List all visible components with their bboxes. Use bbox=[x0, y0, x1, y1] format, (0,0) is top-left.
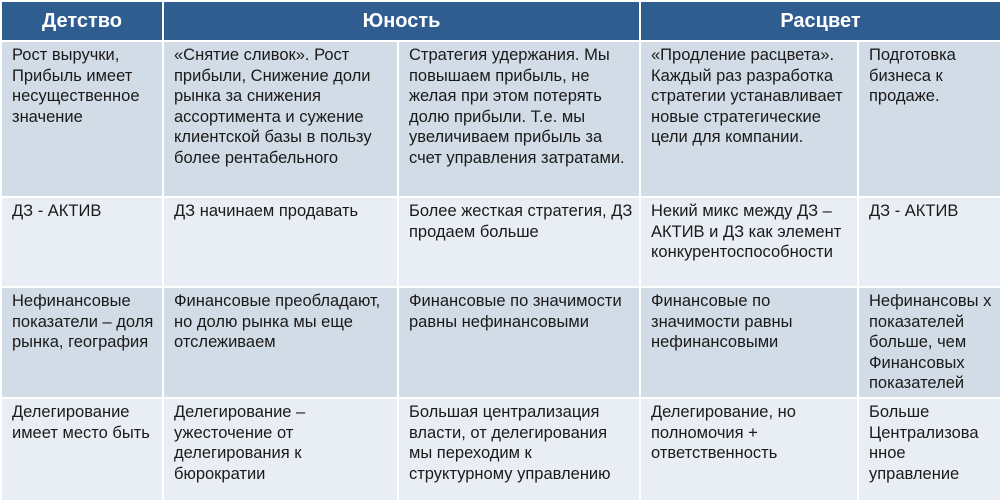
table-cell: ДЗ - АКТИВ bbox=[1, 197, 163, 287]
header-row bbox=[1, 1, 1000, 41]
table-cell: Финансовые преобладают, но долю рынка мы еще отслеживаем bbox=[163, 287, 398, 398]
table-row bbox=[1, 287, 1000, 398]
table-cell: Подготовка бизнеса к продаже. bbox=[858, 41, 1000, 197]
table-cell: Финансовые по значимости равны нефинансовыми bbox=[398, 287, 640, 398]
table-cell: Нефинансовые показатели – доля рынка, география bbox=[1, 287, 163, 398]
table-cell: ДЗ начинаем продавать bbox=[163, 197, 398, 287]
header-youth: Юность bbox=[163, 1, 640, 41]
header-childhood: Детство bbox=[1, 1, 163, 41]
table-row bbox=[1, 197, 1000, 287]
table-cell: Большая централизация власти, от делегирования мы переходим к структурному управлению bbox=[398, 398, 640, 501]
table-cell: ДЗ - АКТИВ bbox=[858, 197, 1000, 287]
table-cell: Делегирование имеет место быть bbox=[1, 398, 163, 501]
table-cell: Делегирование, но полномочия + ответственность bbox=[640, 398, 858, 501]
table-cell: Более жесткая стратегия, ДЗ продаем больше bbox=[398, 197, 640, 287]
table-cell: «Снятие сливок». Рост прибыли, Снижение доли рынка за снижения ассортимента и сужение клиентской базы в пользу более рентабельного bbox=[163, 41, 398, 197]
header-prime: Расцвет bbox=[640, 1, 1000, 41]
table-cell: Некий микс между ДЗ – АКТИВ и ДЗ как элемент конкурентоспособности bbox=[640, 197, 858, 287]
table-row bbox=[1, 398, 1000, 501]
table-cell: «Продление расцвета». Каждый раз разработка стратегии устанавливает новые стратегические цели для компании. bbox=[640, 41, 858, 197]
table-cell: Нефинансовы х показателей больше, чем Финансовых показателей bbox=[858, 287, 1000, 398]
table-cell: Рост выручки, Прибыль имеет несущественное значение bbox=[1, 41, 163, 197]
table-cell: Финансовые по значимости равны нефинансовыми bbox=[640, 287, 858, 398]
table-cell: Стратегия удержания. Мы повышаем прибыль, не желая при этом потерять долю прибыли. Т.е. мы увеличиваем прибыль за счет управления затратами. bbox=[398, 41, 640, 197]
table-cell: Делегирование – ужесточение от делегирования к бюрократии bbox=[163, 398, 398, 501]
table-cell: Больше Централизова нное управление bbox=[858, 398, 1000, 501]
table-row bbox=[1, 41, 1000, 197]
